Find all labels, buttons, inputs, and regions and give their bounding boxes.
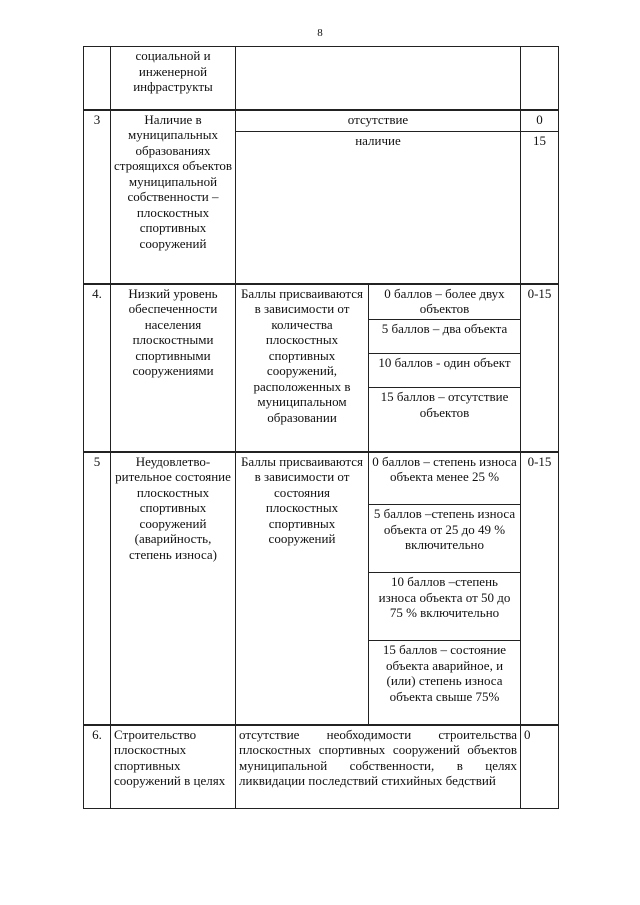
description-cell: Баллы присваиваются в зависимости от количества плоскостных спортивных сооружений, расположенных в муниципальном образовании <box>236 284 369 452</box>
table-row <box>84 47 559 110</box>
criterion-cell: Низкий уровень обеспеченности населения плоскостными спортивными сооружениями <box>111 284 236 452</box>
table-row <box>84 284 559 320</box>
score-item: 10 баллов –степень износа объекта от 50 до 75 % включительно <box>369 573 521 641</box>
criterion-cell: Наличие в муниципальных образованиях строящихся объектов муниципальной собственности – плоскостных спортивных сооружений <box>111 110 236 284</box>
table-row <box>84 110 559 132</box>
points-cell: 0-15 <box>521 284 559 452</box>
score-item: 15 баллов – состояние объекта аварийное, и (или) степень износа объекта свыше 75% <box>369 641 521 725</box>
score-item: 5 баллов – два объекта <box>369 320 521 354</box>
score-item: 0 баллов – более двух объектов <box>369 284 521 320</box>
option-label: наличие <box>236 132 521 284</box>
description-cell <box>236 47 521 110</box>
row-number: 5 <box>84 452 111 725</box>
criterion-cell: Строительство плоскостных спортивных сооружений в целях <box>111 725 236 809</box>
table-row <box>84 452 559 505</box>
table-row <box>84 725 559 809</box>
score-item: 15 баллов – отсутствие объектов <box>369 388 521 452</box>
criteria-table <box>83 46 559 809</box>
points-cell: 0 <box>521 725 559 809</box>
row-number: 3 <box>84 110 111 284</box>
points-cell: 0-15 <box>521 452 559 725</box>
description-cell: отсутствие необходимости строительства плоскостных спортивных сооружений объектов муниципальной собственности, в целях ликвидации последствий стихийных бедствий <box>236 725 521 809</box>
criterion-cell: Неудовлетво-рительное состояние плоскостных спортивных сооружений (аварийность, степень износа) <box>111 452 236 725</box>
option-points: 0 <box>521 110 559 132</box>
row-number <box>84 47 111 110</box>
page-number: 8 <box>317 27 323 39</box>
criterion-cell: социальной и инженерной инфраструкты <box>111 47 236 110</box>
description-cell: Баллы присваиваются в зависимости от состояния плоскостных спортивных сооружений <box>236 452 369 725</box>
row-number: 6. <box>84 725 111 809</box>
score-item: 5 баллов –степень износа объекта от 25 до 49 % включительно <box>369 505 521 573</box>
score-item: 10 баллов - один объект <box>369 354 521 388</box>
row-number: 4. <box>84 284 111 452</box>
score-item: 0 баллов – степень износа объекта менее 25 % <box>369 452 521 505</box>
option-points: 15 <box>521 132 559 284</box>
points-cell <box>521 47 559 110</box>
option-label: отсутствие <box>236 110 521 132</box>
